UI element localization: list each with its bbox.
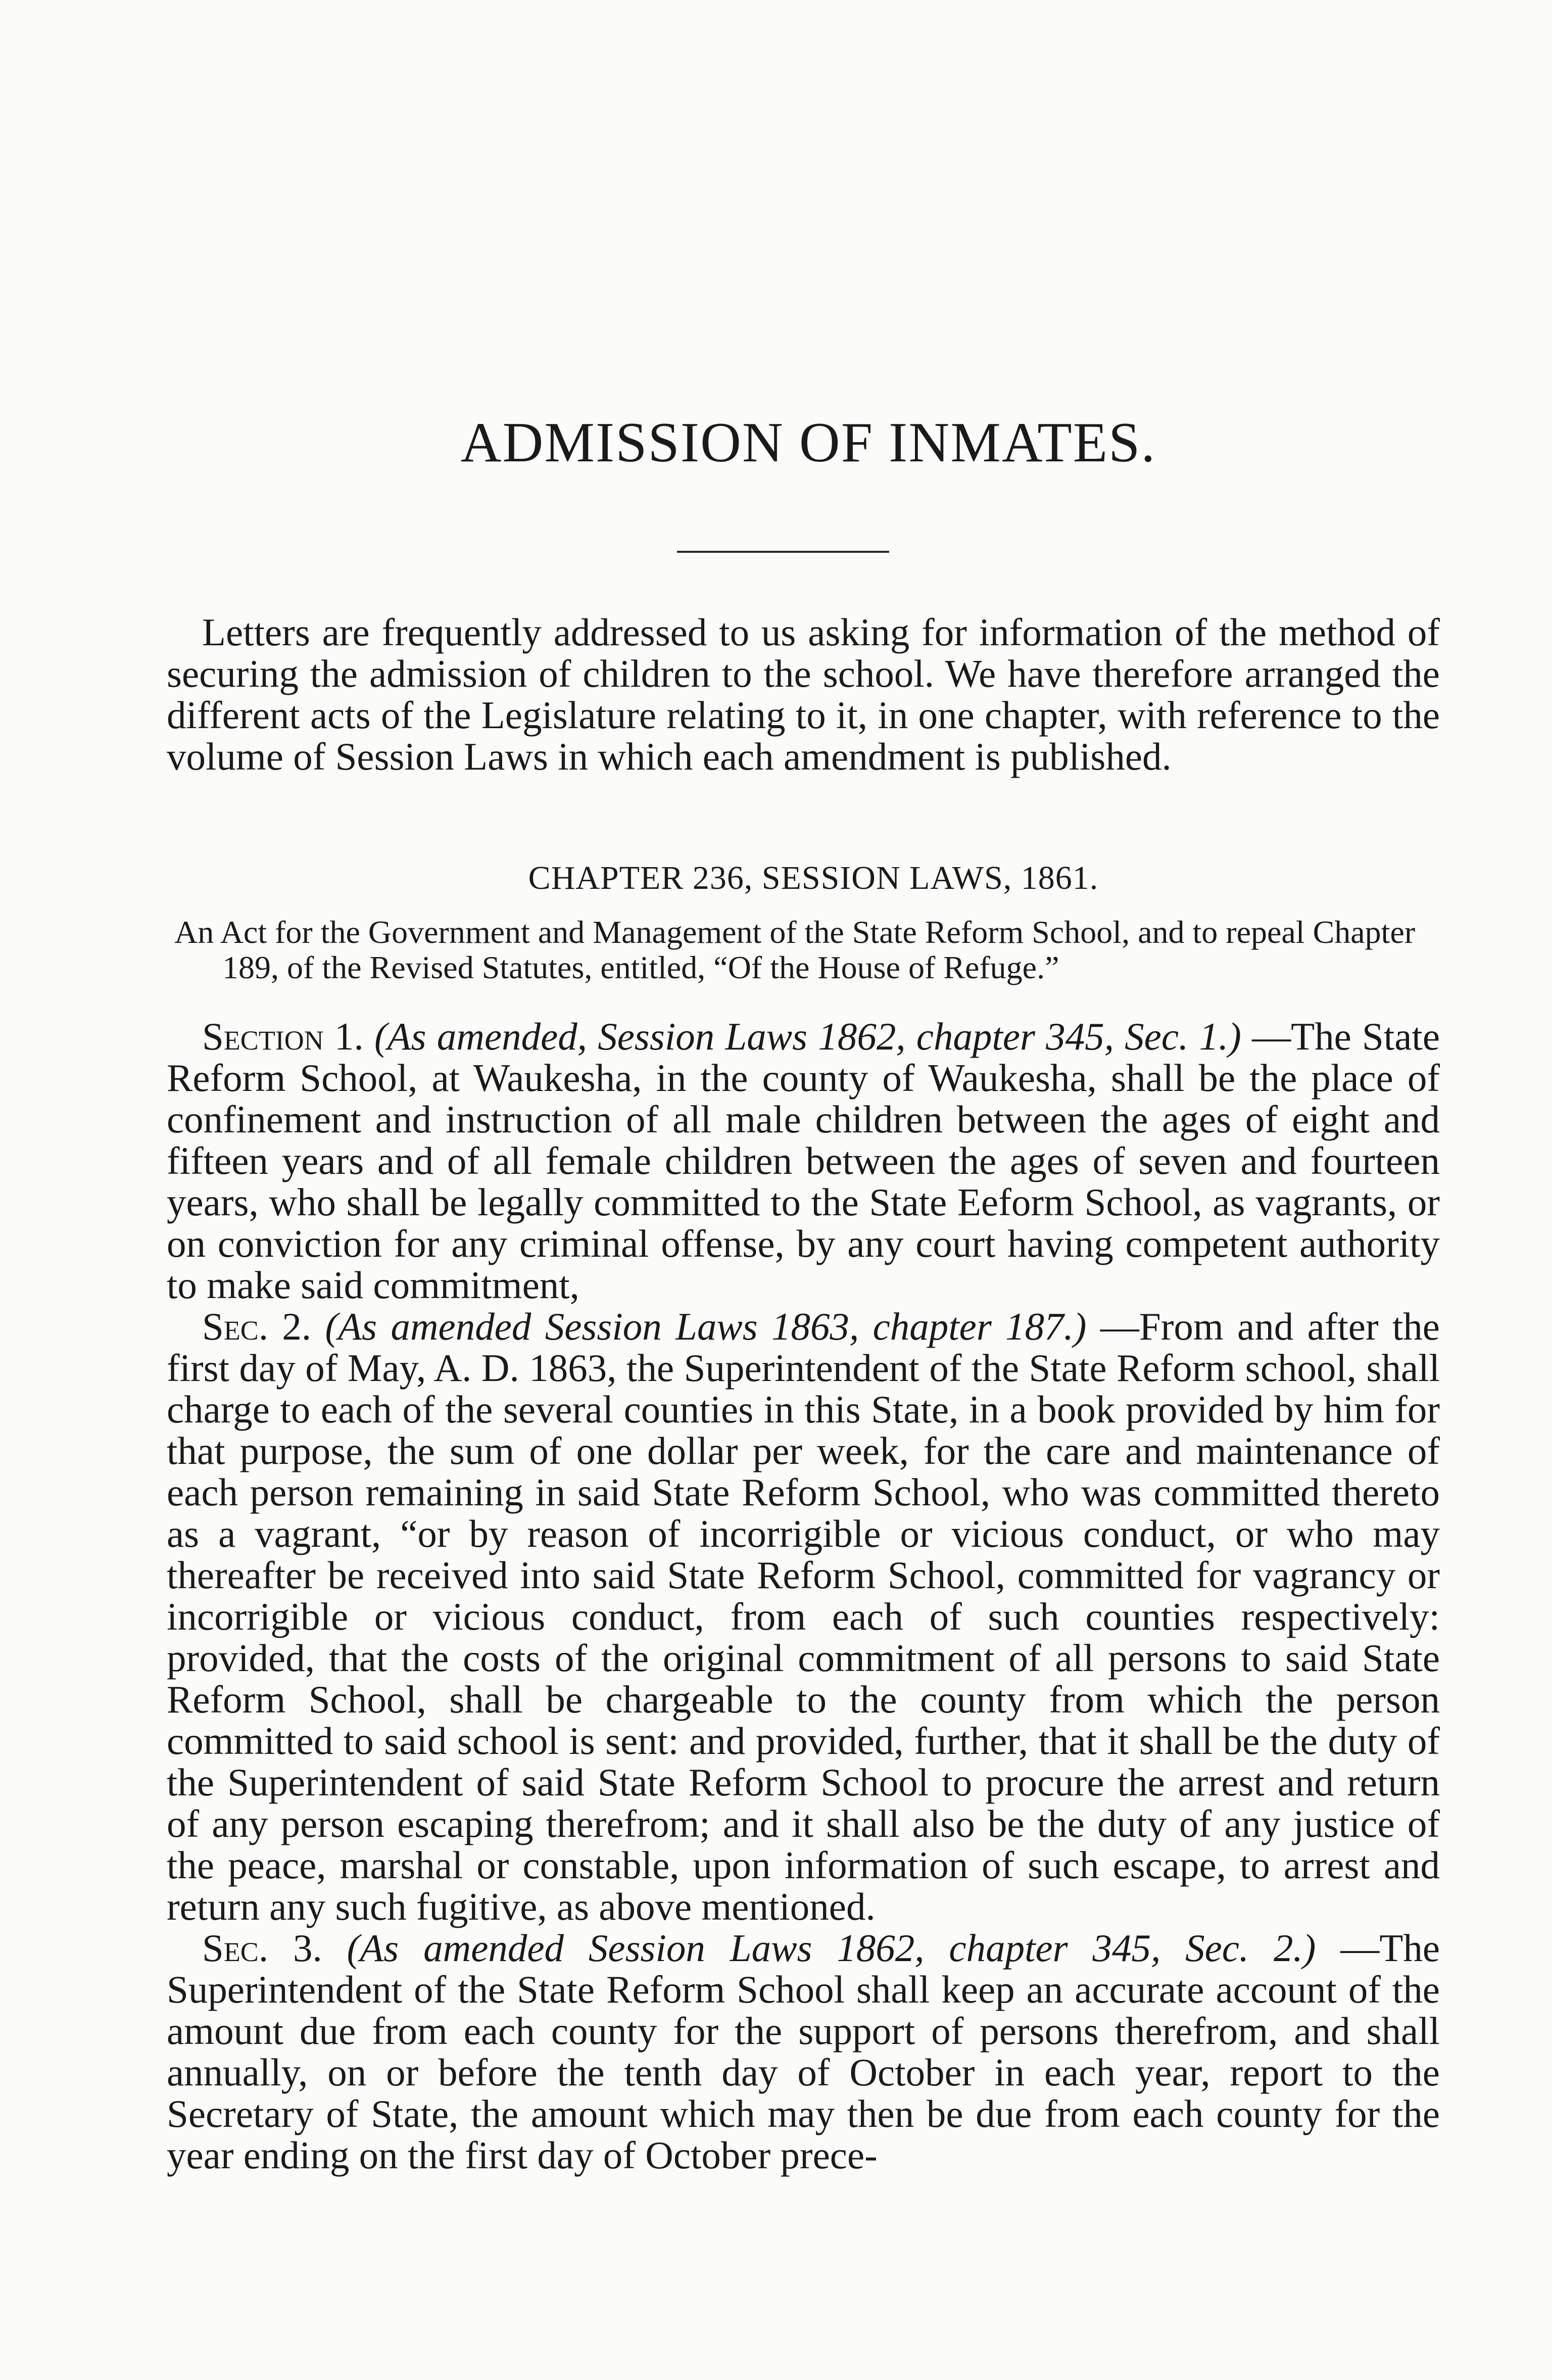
amendment-note: (As amended, Session Laws 1862, chapter 345, Sec. 1.) (374, 1015, 1241, 1058)
section-3 (167, 1927, 1440, 2176)
amendment-note: (As amended Session Laws 1863, chapter 187.) (325, 1305, 1087, 1348)
amendment-note: (As amended Session Laws 1862, chapter 345, Sec. 2.) (347, 1926, 1316, 1970)
chapter-heading: CHAPTER 236, SESSION LAWS, 1861. (528, 860, 1099, 896)
section-label: Sec. 2. (202, 1305, 312, 1348)
act-title: An Act for the Government and Management of the State Reform School, and to repeal Chapter 189, of the Revised Statutes, entitled, “Of the House of Refuge.” (174, 914, 1416, 985)
sections-block (167, 1016, 1440, 2176)
section-label: Sec. 3. (202, 1926, 322, 1970)
section-body: —The State Reform School, at Waukesha, in the county of Waukesha, shall be the place of confinement and instruction of all male children between the ages of eight and fifteen years and of all female children between the ages of seven and fourteen years, who shall be legally committed to the State Eeform School, as vagrants, or on conviction for any criminal offense, by any court having competent authority to make said commitment, (167, 1015, 1440, 1307)
section-label: Section 1. (202, 1015, 364, 1058)
intro-text: Letters are frequently addressed to us asking for information of the method of securing the admission of children to the school. We have therefore arranged the different acts of the Legislature relating to it, in one chapter, with reference to the volume of Session Laws in which each amendment is published. (167, 610, 1440, 778)
intro-paragraph (167, 611, 1440, 777)
title-divider (677, 551, 889, 553)
section-body: —The Superintendent of the State Reform School shall keep an accurate account of the amount due from each county for the support of persons therefrom, and shall annually, on or before the tenth day of October in each year, report to the Secretary of State, the amount which may then be due from each county for the year ending on the first day of October prece- (167, 1926, 1440, 2177)
section-1 (167, 1016, 1440, 1306)
page-title: ADMISSION OF INMATES. (460, 411, 1156, 474)
section-2 (167, 1306, 1440, 1927)
section-body: —From and after the first day of May, A. D. 1863, the Superintendent of the State Reform school, shall charge to each of the several counties in this State, in a book provided by him for that purpose, the sum of one dollar per week, for the care and maintenance of each person remaining in said State Reform School, who was committed thereto as a vagrant, “or by reason of incorrigible or vicious conduct, or who may thereafter be received into said State Reform School, committed for vagrancy or incorrigible or vicious conduct, from each of such counties respectively: provided, that the costs of the original commitment of all persons to said State Reform School, shall be chargeable to the county from which the person committed to said school is sent: and provided, further, that it shall be the duty of the Superintendent of said State Reform School to procure the arrest and return of any person escaping therefrom; and it shall also be the duty of any justice of the peace, marshal or constable, upon information of such escape, to arrest and return any such fugitive, as above mentioned. (167, 1305, 1440, 1928)
